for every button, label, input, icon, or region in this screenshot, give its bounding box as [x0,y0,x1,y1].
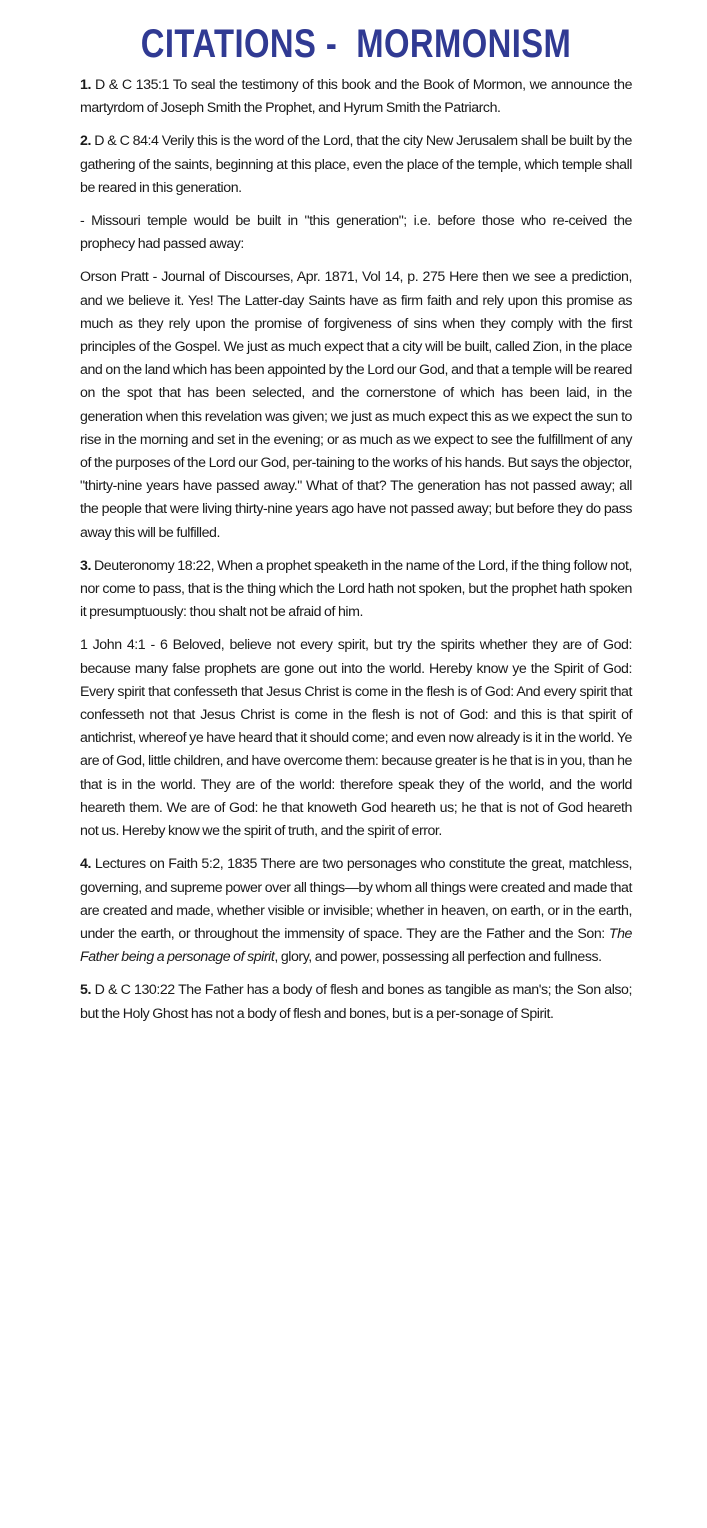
page-title: CITATIONS - MORMONISM [140,22,572,66]
quote-text: Orson Pratt - Journal of Discourses, Apr. 1871, Vol 14, p. 275 Here then we see a prediction, and we believe it. Yes! The Latter-day Saints have as firm faith and rely upon this promise as much as they rely upon the promise of forgiveness of sins when they comply with the first principles of the Gospel. We just as much expect that a city will be built, called Zion, in the place and on the land which has been appointed by the Lord our God, and that a temple will be reared on the spot that has been selected, and the cornerstone of which has been laid, in the generation when this revelation was given; we just as much expect this as we expect the sun to rise in the morning and set in the evening; or as much as we expect to see the fulfillment of any of the purposes of the Lord our God, per-taining to the works of his hands. But says the objector, "thirty-nine years have passed away." What of that? The generation has not passed away; all the people that were living thirty-nine years ago have not passed away; but before they do pass away this will be fulfilled. [80,269,632,541]
citation-number: 3. [80,557,91,574]
citation-text: D & C 84:4 Verily this is the word of the Lord, that the city New Jerusalem shall be built by the gathering of the saints, beginning at this place, even the place of the temple, which temple shall be reared in this generation. [80,133,632,196]
citation-5 [80,979,632,1025]
citation-4 [80,853,632,969]
quote-text: 1 John 4:1 - 6 Beloved, believe not every spirit, but try the spirits whether they are of God: because many false prophets are gone out into the world. Hereby know ye the Spirit of God: Every spirit that confesseth that Jesus Christ is come in the flesh is of God: And every spirit that confesseth not that Jesus Christ is come in the flesh is not of God: and this is that spirit of antichrist, whereof ye have heard that it should come; and even now already is it in the world. Ye are of God, little children, and have overcome them: because greater is he that is in you, than he that is in the world. They are of the world: therefore speak they of the world, and the world heareth them. We are of God: he that knoweth God heareth us; he that is not of God heareth not us. Hereby know we the spirit of truth, and the spirit of error. [80,637,632,840]
citation-italic-text: The Father being a personage of spirit [80,925,632,966]
citation-1 [80,74,632,120]
note-missouri-temple [80,210,632,256]
citation-text: Lectures on Faith 5:2, 1835 There are two personages who constitute the great, matchless, governing, and supreme power over all things—by whom all things were created and made that are created and made, whether visible or invisible; whether in heaven, on earth, or in the earth, under the earth, or throughout the immensity of space. They are the Father and the Son: [80,856,632,942]
citation-number: 2. [80,133,91,150]
document-page [80,18,632,1036]
note-text: - Missouri temple would be built in "this generation"; i.e. before those who re-ceived the prophecy had passed away: [80,213,632,253]
quote-orson-pratt [80,266,632,544]
citation-number: 5. [80,982,91,999]
citation-2 [80,130,632,200]
quote-1-john [80,634,632,843]
citation-text: D & C 135:1 To seal the testimony of this book and the Book of Mormon, we announce the martyrdom of Joseph Smith the Prophet, and Hyrum Smith the Patriarch. [80,77,633,117]
citation-3 [80,555,632,625]
citation-text: D & C 130:22 The Father has a body of flesh and bones as tangible as man's; the Son also; but the Holy Ghost has not a body of flesh and bones, but is a per-sonage of Spirit. [80,982,632,1022]
citation-number: 4. [80,856,91,873]
citation-number: 1. [80,77,91,93]
citation-text-end: , glory, and power, possessing all perfection and fullness. [274,949,602,966]
citation-text: Deuteronomy 18:22, When a prophet speaketh in the name of the Lord, if the thing follow not, nor come to pass, that is the thing which the Lord hath not spoken, but the prophet hath spoken it presumptuously: thou shalt not be afraid of him. [80,557,632,621]
